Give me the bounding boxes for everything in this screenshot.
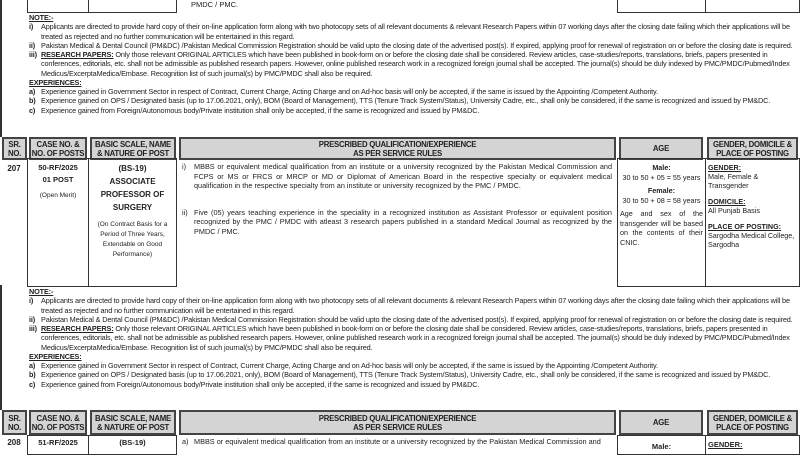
prev-gender-cell [705,0,800,13]
notes-block [27,13,800,115]
qualification-item: ii) Five (05) years teaching experience in the speciality in a recognized institution as Assistant Professor or equivalent position recognized by the PMC / PMDC with atleast 3 research papers published in a standard Medical Journal as recognized by the PMDC / PMC. [182,207,612,236]
header-age: AGE [619,137,703,160]
note-item: i) Applicants are directed to provide hard copy of their on-line application form along with two photocopy sets of all relevant documents & relevant Research Papers within 07 working days after the closing date failing which their applications will be treated as rejected and no further communication will be entertained in this regard. [29,22,790,41]
qualification-item: a) MBBS or equivalent medical qualification from an institute or a university recognized by the Pakistan Medical Commission and [182,437,601,446]
prev-basic-cell [88,0,177,13]
note-item: iii) RESEARCH PAPERS: Only those relevant ORIGINAL ARTICLES which have been published in book-form on or before the closing date shall be considered. Review articles, case-studies/reports, translations, briefs, papers presented in conferences, editorials, etc. shall not be admissible as published research papers. However, online published research work in a recognized foreign journal shall be accepted. The journal(s) should be duly indexed by PMC/PMDC/Pubmed/Index Medicus/ExcerptaMedica/Embase. Recognition list of such journal(s) by PMC/PMDC shall also be required. [29,324,790,352]
case-cell: 51-RF/2025 [27,435,89,455]
header-case: CASE NO. & NO. OF POSTS [29,137,87,160]
experience-item: b) Experience gained on OPS / Designated basis (up to 17.06.2021, only), BOM (Board of Management), TTS (Tenure Track System/Status), University Cadre, etc., shall only be considered, if the same is recognized and issued by PM&DC. [29,370,771,380]
gender-cell: GENDER: Male, Female & Transgender DOMICILE: All Punjab Basis PLACE OF POSTING: Sargodha Medical College, Sargodha [705,158,800,287]
left-border [0,285,2,410]
sr-cell: 207 [7,164,21,173]
left-border [0,0,2,137]
header-case: CASE NO. & NO. OF POSTS [29,410,87,435]
basic-cell: (BS-19) [88,435,177,455]
qual-cell [182,162,612,236]
prev-qual-text: PMDC / PMC. [191,0,239,9]
experience-item: c) Experience gained from Foreign/Autonomous body/Private institution shall only be accepted, if the same is recognized and issued by PM&DC. [29,379,480,389]
qualification-item: i) MBBS or equivalent medical qualification from an institute or a university recognized by the Pakistan Medical Commission and FCPS or MS or FRCS or MRCP or MD or Diplomat of American Board in the respective specialty or equivalent medical qualification in the respective specialty from an institute or university recognized by the PMC / PMDC. [182,162,612,190]
header-basic: BASIC SCALE, NAME & NATURE OF POST [90,137,176,160]
age-cell: Male: 30 to 50 + 05 = 55 years Female: 30 to 50 + 08 = 58 years Age and sex of the transgender will be based on the contents of their CNIC. [617,158,706,287]
header-basic: BASIC SCALE, NAME & NATURE OF POST [90,410,176,435]
notes-block [27,287,800,389]
header-sr: SR. NO. [2,137,27,160]
experiences-heading: EXPERIENCES: [29,77,82,87]
prev-case-cell [27,0,89,13]
notes-heading: NOTE:- [29,13,54,22]
note-item: i) Applicants are directed to provide hard copy of their on-line application form along with two photocopy sets of all relevant documents & relevant Research Papers within 07 working days after the closing date failing which their applications will be treated as rejected and no further communication will be entertained in this regard. [29,296,790,315]
note-item: ii) Pakistan Medical & Dental Council (PM&DC) /Pakistan Medical Commission Registration should be valid upto the closing date of the advertised post(s). If expired, applying proof for renewal of registration on or before the closing date is required. [29,314,793,324]
basic-cell: (BS-19) ASSOCIATE PROFESSOR OF SURGERY (On Contract Basis for a Period of Three Years, Extendable on Good Performance) [88,158,177,287]
experience-item: c) Experience gained from Foreign/Autonomous body/Private institution shall only be accepted, if the same is recognized and issued by PM&DC. [29,105,480,115]
header-age: AGE [619,410,703,435]
header-gender: GENDER, DOMICILE & PLACE OF POSTING [707,410,798,435]
note-item: iii) RESEARCH PAPERS: Only those relevant ORIGINAL ARTICLES which have been published in book-form on or before the closing date shall be considered. Review articles, case-studies/reports, translations, briefs, papers presented in conferences, editorials, etc. shall not be admissible as published research papers. However, online published research work in a recognized foreign journal shall be accepted. The journal(s) should be duly indexed by PMC/PMDC/Pubmed/Index Medicus/ExcerptaMedica/Embase. Recognition list of such journal(s) by PMC/PMDC shall also be required. [29,50,790,78]
header-qual: PRESCRIBED QUALIFICATION/EXPERIENCE AS PER SERVICE RULES [179,410,616,435]
age-cell: Male: [617,435,706,455]
case-cell: 50-RF/2025 01 POST (Open Merit) [27,158,89,287]
notes-heading: NOTE:- [29,287,54,296]
header-sr: SR. NO. [2,410,27,435]
sr-cell: 208 [7,438,21,447]
experience-item: a) Experience gained in Government Sector in respect of Contract, Current Charge, Acting Charge and on Ad-hoc basis will only be accepted, if the same is issued by the Appointing /Competent Authority. [29,361,658,370]
experience-item: a) Experience gained in Government Sector in respect of Contract, Current Charge, Acting Charge and on Ad-hoc basis will only be accepted, if the same is issued by the Appointing /Competent Authority. [29,87,658,96]
header-qual: PRESCRIBED QUALIFICATION/EXPERIENCE AS PER SERVICE RULES [179,137,616,160]
gender-cell: GENDER: [705,435,800,455]
header-gender: GENDER, DOMICILE & PLACE OF POSTING [707,137,798,160]
note-item: ii) Pakistan Medical & Dental Council (PM&DC) /Pakistan Medical Commission Registration should be valid upto the closing date of the advertised post(s). If expired, applying proof for renewal of registration on or before the closing date is required. [29,40,793,50]
prev-age-cell [617,0,706,13]
experiences-heading: EXPERIENCES: [29,351,82,361]
experience-item: b) Experience gained on OPS / Designated basis (up to 17.06.2021, only), BOM (Board of Management), TTS (Tenure Track System/Status), University Cadre, etc., shall only be considered, if the same is recognized and issued by PM&DC. [29,96,771,106]
